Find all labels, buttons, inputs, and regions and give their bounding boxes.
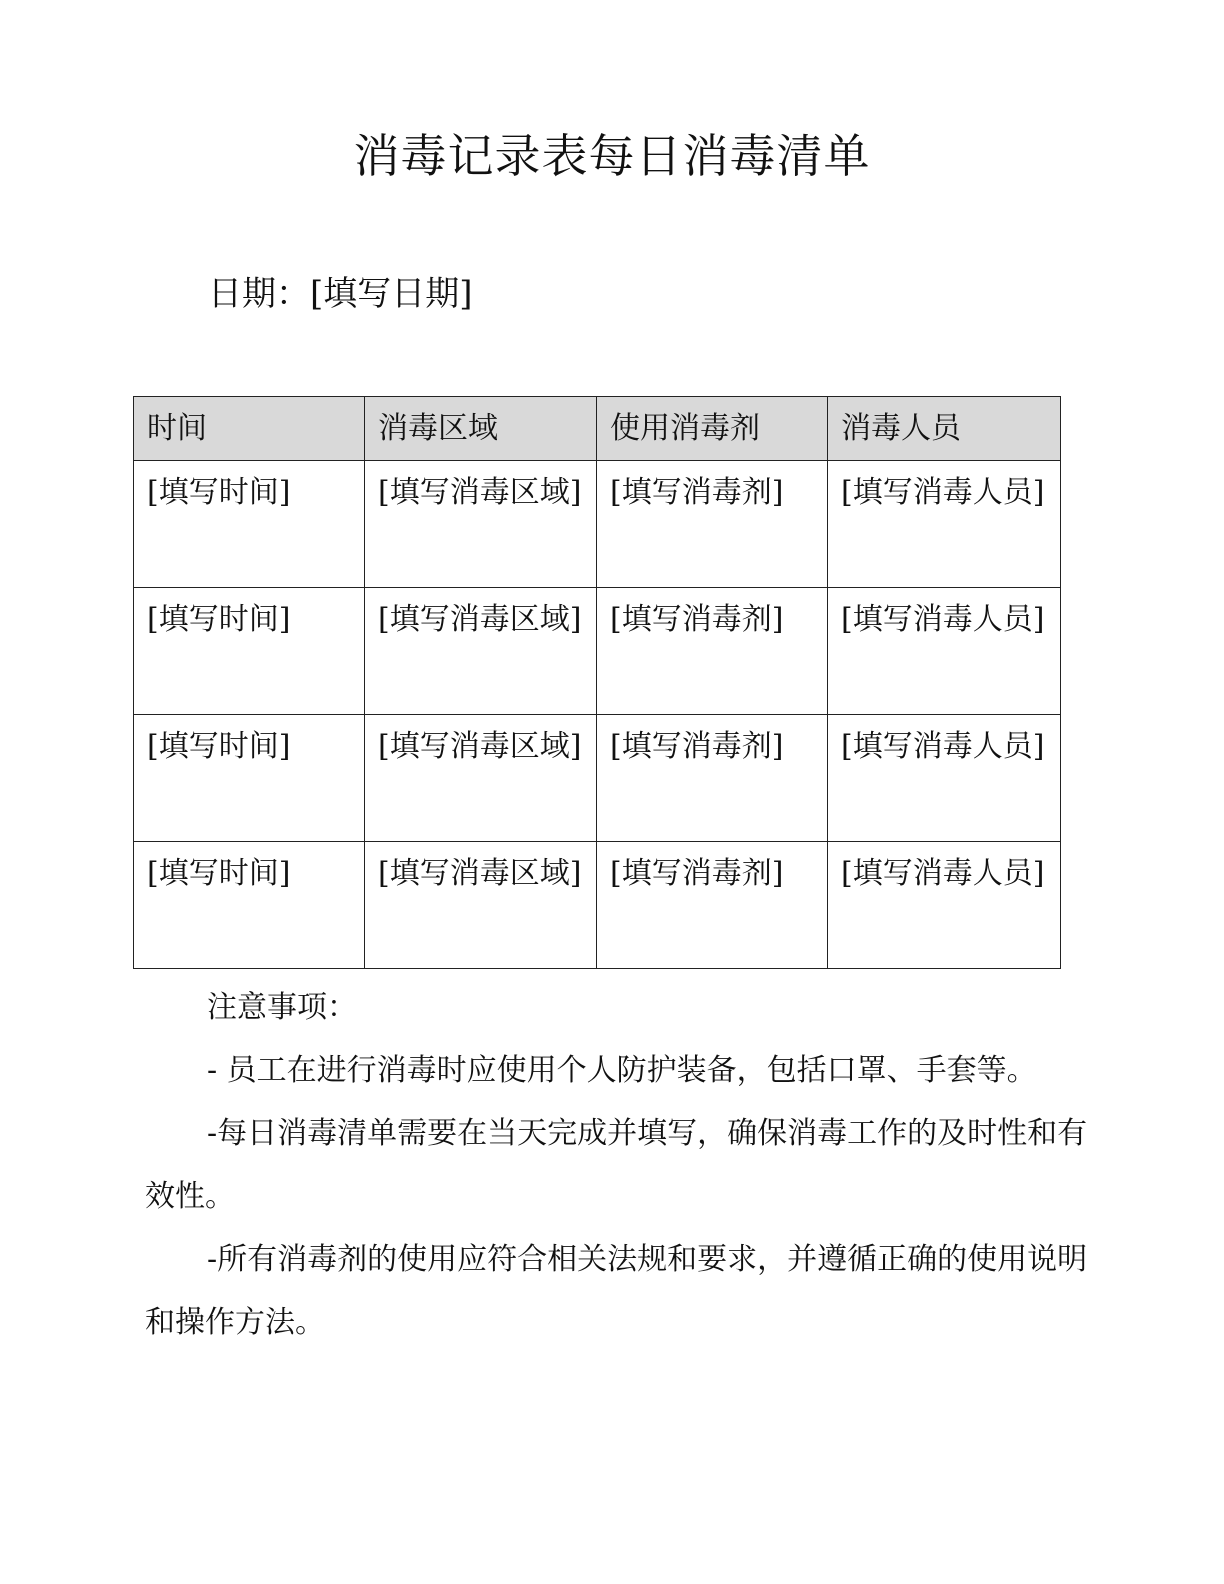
date-label: 日期： xyxy=(208,274,310,314)
cell-area[interactable]: [填写消毒区域] xyxy=(365,715,597,842)
cell-staff[interactable]: [填写消毒人员] xyxy=(828,588,1061,715)
notes-heading: 注意事项： xyxy=(207,990,357,1025)
cell-area[interactable]: [填写消毒区域] xyxy=(365,842,597,969)
cell-time[interactable]: [填写时间] xyxy=(134,842,365,969)
table-row xyxy=(134,715,1061,842)
disinfection-record-table xyxy=(133,396,1061,969)
table-row xyxy=(134,461,1061,588)
note-item: - 员工在进行消毒时应使用个人防护装备，包括口罩、手套等。 xyxy=(207,1053,1037,1088)
cell-staff[interactable]: [填写消毒人员] xyxy=(828,715,1061,842)
cell-disinfectant[interactable]: [填写消毒剂] xyxy=(597,715,828,842)
cell-time[interactable]: [填写时间] xyxy=(134,461,365,588)
note-item: -每日消毒清单需要在当天完成并填写，确保消毒工作的及时性和有效性。 xyxy=(145,1116,1088,1214)
page-title: 消毒记录表每日消毒清单 xyxy=(353,129,871,183)
cell-staff[interactable]: [填写消毒人员] xyxy=(828,461,1061,588)
notes-section xyxy=(145,976,1105,1354)
cell-disinfectant[interactable]: [填写消毒剂] xyxy=(597,461,828,588)
cell-area[interactable]: [填写消毒区域] xyxy=(365,588,597,715)
cell-area[interactable]: [填写消毒区域] xyxy=(365,461,597,588)
table-row xyxy=(134,588,1061,715)
note-item: -所有消毒剂的使用应符合相关法规和要求，并遵循正确的使用说明和操作方法。 xyxy=(145,1242,1088,1340)
column-header-time: 时间 xyxy=(134,397,365,461)
cell-staff[interactable]: [填写消毒人员] xyxy=(828,842,1061,969)
cell-time[interactable]: [填写时间] xyxy=(134,588,365,715)
table-row xyxy=(134,842,1061,969)
table-header-row xyxy=(134,397,1061,461)
date-value: [填写日期] xyxy=(310,274,473,314)
cell-time[interactable]: [填写时间] xyxy=(134,715,365,842)
column-header-staff: 消毒人员 xyxy=(828,397,1061,461)
date-line xyxy=(208,268,473,320)
column-header-disinfectant: 使用消毒剂 xyxy=(597,397,828,461)
cell-disinfectant[interactable]: [填写消毒剂] xyxy=(597,842,828,969)
column-header-area: 消毒区域 xyxy=(365,397,597,461)
cell-disinfectant[interactable]: [填写消毒剂] xyxy=(597,588,828,715)
